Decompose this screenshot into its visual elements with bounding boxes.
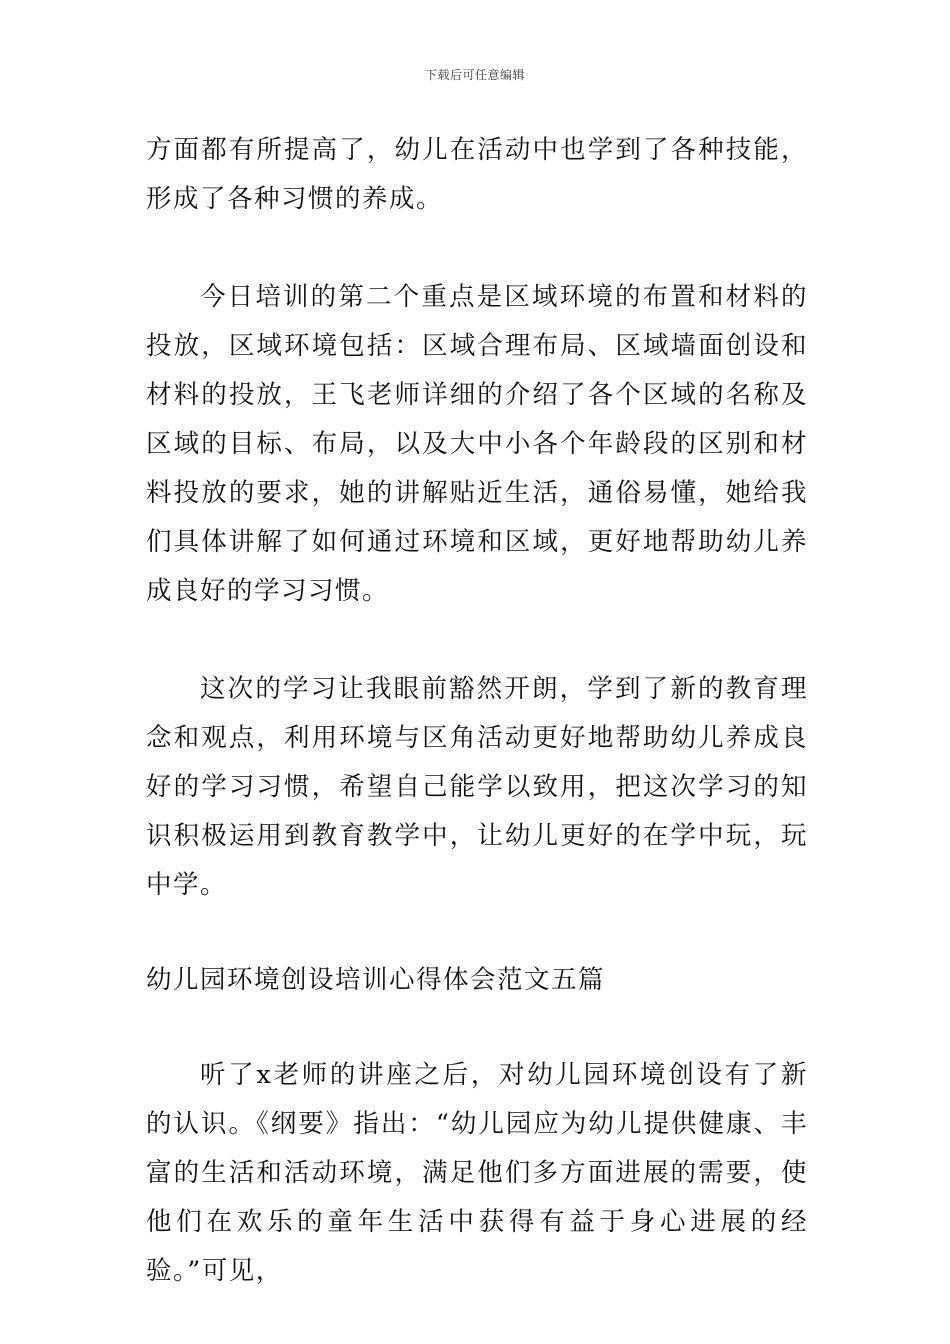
section-title: 幼儿园环境创设培训心得体会范文五篇	[146, 965, 606, 995]
paragraph-4: 听了x老师的讲座之后，对幼儿园环境创设有了新的认识。《纲要》指出：“幼儿园应为幼儿提供健康、丰富的生活和活动环境，满足他们多方面进展的需要，使他们在欢乐的童年生活中获得有益于身心进展的经验。”可见，	[146, 1060, 808, 1286]
paragraph-spacer	[146, 616, 808, 665]
paragraph-1: 方面都有所提高了，幼儿在活动中也学到了各种技能，形成了各种习惯的养成。	[146, 135, 808, 214]
page-header: 下载后可任意编辑	[424, 68, 525, 82]
paragraph-2: 今日培训的第二个重点是区域环境的布置和材料的投放，区域环境包括：区域合理布局、区域墙面创设和材料的投放，王飞老师详细的介绍了各个区域的名称及区域的目标、布局，以及大中小各个年龄段的区别和材料投放的要求，她的讲解贴近生活，通俗易懂，她给我们具体讲解了如何通过环境和区域，更好地帮助幼儿养成良好的学习习惯。	[146, 282, 808, 606]
document-body	[146, 126, 808, 1296]
paragraph-spacer	[146, 224, 808, 273]
paragraph-spacer	[146, 1005, 808, 1051]
paragraph-spacer	[146, 910, 808, 956]
paragraph-3: 这次的学习让我眼前豁然开朗，学到了新的教育理念和观点，利用环境与区角活动更好地帮助幼儿养成良好的学习习惯，希望自己能学以致用，把这次学习的知识积极运用到教育教学中，让幼儿更好的在学中玩，玩中学。	[146, 674, 808, 900]
